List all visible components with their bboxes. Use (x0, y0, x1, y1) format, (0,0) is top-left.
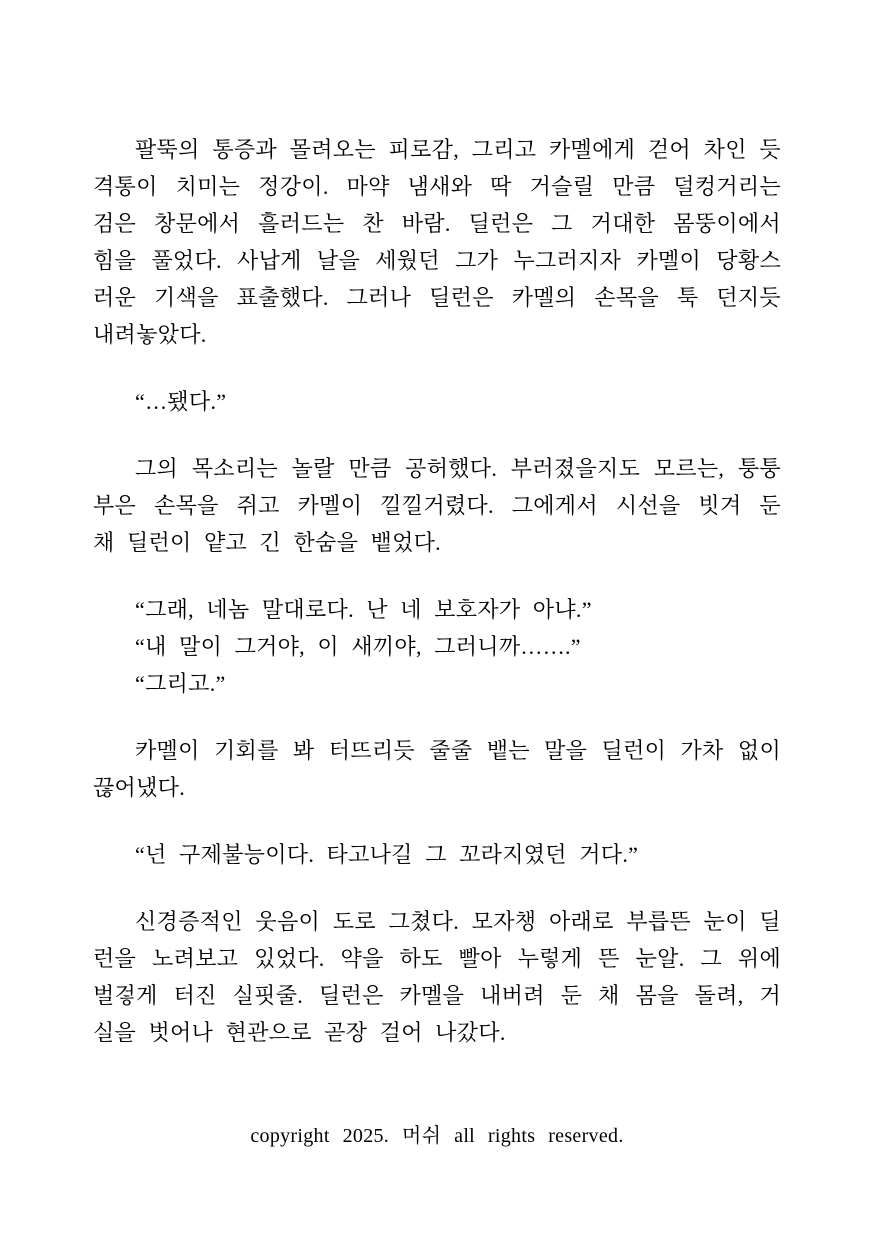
text-line: 검은 창문에서 흘러드는 찬 바람. 딜런은 그 거대한 몸뚱이에서 (93, 211, 781, 236)
dialogue-paragraph (93, 836, 781, 873)
text-line: “…됐다.” (135, 389, 227, 414)
text-line: 런을 노려보고 있었다. 약을 하도 빨아 누렇게 뜬 눈알. 그 위에 (93, 946, 781, 971)
narration-paragraph (93, 732, 781, 806)
narration-paragraph (93, 450, 781, 561)
text-line: 끊어냈다. (93, 775, 186, 800)
copyright-footer: copyright 2025. 머쉬 all rights reserved. (250, 1125, 624, 1147)
dialogue-paragraph (93, 383, 781, 420)
text-line: 실을 벗어나 현관으로 곧장 걸어 나갔다. (93, 1020, 506, 1045)
text-line: 신경증적인 웃음이 도로 그쳤다. 모자챙 아래로 부릅뜬 눈이 딜 (135, 909, 781, 934)
text-line: “넌 구제불능이다. 타고나길 그 꼬라지였던 거다.” (135, 842, 639, 867)
text-line: 팔뚝의 통증과 몰려오는 피로감, 그리고 카멜에게 걷어 차인 듯 (135, 137, 781, 162)
text-line: 그의 목소리는 놀랄 만큼 공허했다. 부러졌을지도 모르는, 퉁퉁 (135, 456, 781, 481)
text-line: “그리고.” (135, 671, 226, 696)
text-line: 내려놓았다. (93, 322, 207, 347)
text-line: 벌겋게 터진 실핏줄. 딜런은 카멜을 내버려 둔 채 몸을 돌려, 거 (93, 983, 781, 1008)
text-line: 채 딜런이 얕고 긴 한숨을 뱉었다. (93, 530, 441, 555)
text-line: “그래, 네놈 말대로다. 난 네 보호자가 아냐.” (135, 597, 592, 622)
text-line: 카멜이 기회를 봐 터뜨리듯 줄줄 뱉는 말을 딜런이 가차 없이 (135, 738, 781, 763)
narration-paragraph (93, 903, 781, 1051)
dialogue-paragraph (93, 591, 781, 702)
narration-paragraph (93, 131, 781, 353)
text-line: 힘을 풀었다. 사납게 날을 세웠던 그가 누그러지자 카멜이 당황스 (93, 248, 781, 273)
text-line: 격통이 치미는 정강이. 마약 냄새와 딱 거슬릴 만큼 덜컹거리는 (93, 174, 781, 199)
text-line: “내 말이 그거야, 이 새끼야, 그러니까…….” (135, 634, 581, 659)
text-line: 러운 기색을 표출했다. 그러나 딜런은 카멜의 손목을 툭 던지듯 (93, 285, 781, 310)
manuscript-body (93, 131, 781, 1051)
text-line: 부은 손목을 쥐고 카멜이 낄낄거렸다. 그에게서 시선을 빗겨 둔 (93, 493, 781, 518)
